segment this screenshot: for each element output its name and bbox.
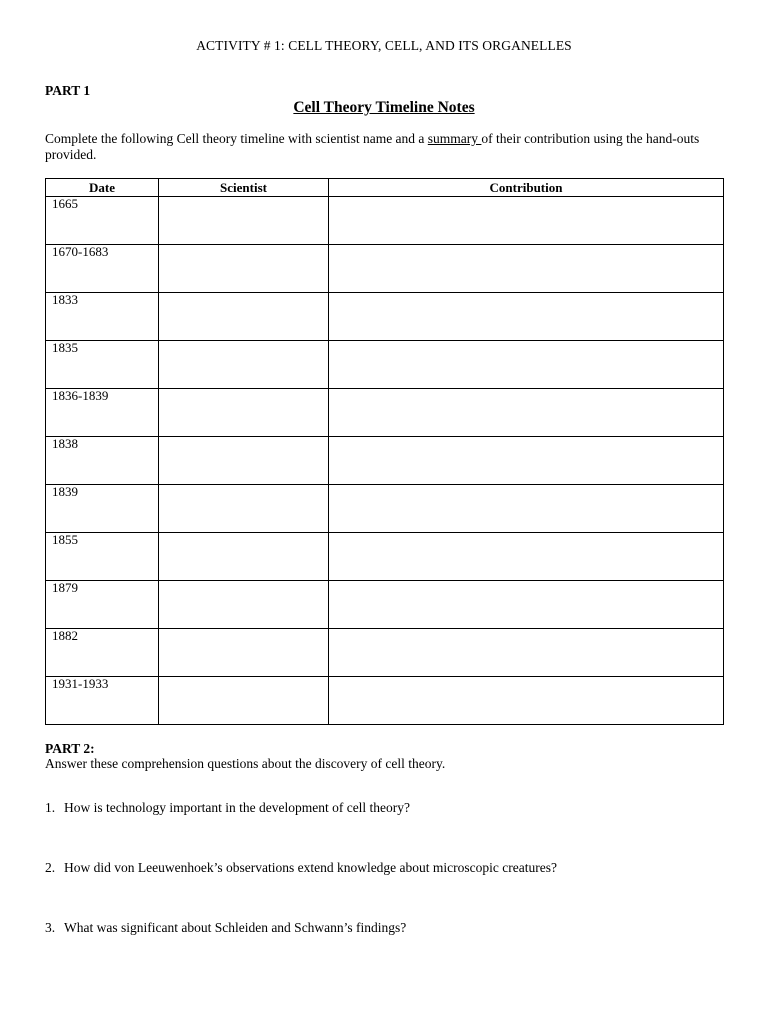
part1-label: PART 1 xyxy=(45,83,91,98)
contribution-cell[interactable] xyxy=(329,629,724,677)
part2-instructions: Answer these comprehension questions about the discovery of cell theory. xyxy=(45,756,446,771)
instructions-text-start: Complete the following Cell theory timeline with scientist name and a xyxy=(45,131,428,146)
date-cell: 1839 xyxy=(46,485,159,533)
question-text: How did von Leeuwenhoek’s observations extend knowledge about microscopic creatures? xyxy=(64,860,557,875)
table-row xyxy=(46,485,724,533)
table-row xyxy=(46,581,724,629)
timeline-table xyxy=(45,178,724,725)
table-row xyxy=(46,677,724,725)
header-contribution: Contribution xyxy=(329,179,724,197)
scientist-cell[interactable] xyxy=(159,629,329,677)
table-row xyxy=(46,389,724,437)
contribution-cell[interactable] xyxy=(329,293,724,341)
question-text: How is technology important in the development of cell theory? xyxy=(64,800,411,815)
question-number: 2. xyxy=(45,860,56,875)
question-item xyxy=(45,860,557,876)
contribution-cell[interactable] xyxy=(329,341,724,389)
date-cell: 1836-1839 xyxy=(46,389,159,437)
question-item xyxy=(45,920,406,936)
table-row xyxy=(46,533,724,581)
date-cell: 1670-1683 xyxy=(46,245,159,293)
scientist-cell[interactable] xyxy=(159,485,329,533)
date-cell: 1931-1933 xyxy=(46,677,159,725)
scientist-cell[interactable] xyxy=(159,341,329,389)
contribution-cell[interactable] xyxy=(329,389,724,437)
table-row xyxy=(46,341,724,389)
question-number: 3. xyxy=(45,920,56,935)
scientist-cell[interactable] xyxy=(159,533,329,581)
date-cell: 1835 xyxy=(46,341,159,389)
contribution-cell[interactable] xyxy=(329,485,724,533)
contribution-cell[interactable] xyxy=(329,533,724,581)
table-row xyxy=(46,629,724,677)
contribution-cell[interactable] xyxy=(329,677,724,725)
contribution-cell[interactable] xyxy=(329,581,724,629)
section-title: Cell Theory Timeline Notes xyxy=(293,99,475,116)
scientist-cell[interactable] xyxy=(159,677,329,725)
instructions-text-end: of their contribution using the hand-outs provided. xyxy=(45,131,700,162)
table-row xyxy=(46,437,724,485)
contribution-cell[interactable] xyxy=(329,437,724,485)
table-header-row xyxy=(46,179,724,197)
part1-instructions xyxy=(45,131,725,162)
scientist-cell[interactable] xyxy=(159,197,329,245)
question-number: 1. xyxy=(45,800,56,815)
header-date: Date xyxy=(46,179,159,197)
scientist-cell[interactable] xyxy=(159,437,329,485)
document-title: ACTIVITY # 1: CELL THEORY, CELL, AND ITS ORGANELLES xyxy=(196,38,572,53)
contribution-cell[interactable] xyxy=(329,197,724,245)
question-text: What was significant about Schleiden and Schwann’s findings? xyxy=(64,920,407,935)
table-row xyxy=(46,293,724,341)
contribution-cell[interactable] xyxy=(329,245,724,293)
scientist-cell[interactable] xyxy=(159,581,329,629)
date-cell: 1838 xyxy=(46,437,159,485)
table-row xyxy=(46,197,724,245)
instructions-underlined-word: summary xyxy=(427,131,482,146)
date-cell: 1855 xyxy=(46,533,159,581)
question-item xyxy=(45,800,410,816)
scientist-cell[interactable] xyxy=(159,293,329,341)
date-cell: 1879 xyxy=(46,581,159,629)
table-row xyxy=(46,245,724,293)
header-scientist: Scientist xyxy=(159,179,329,197)
scientist-cell[interactable] xyxy=(159,245,329,293)
part2-label: PART 2: xyxy=(45,741,95,756)
date-cell: 1882 xyxy=(46,629,159,677)
date-cell: 1833 xyxy=(46,293,159,341)
date-cell: 1665 xyxy=(46,197,159,245)
scientist-cell[interactable] xyxy=(159,389,329,437)
